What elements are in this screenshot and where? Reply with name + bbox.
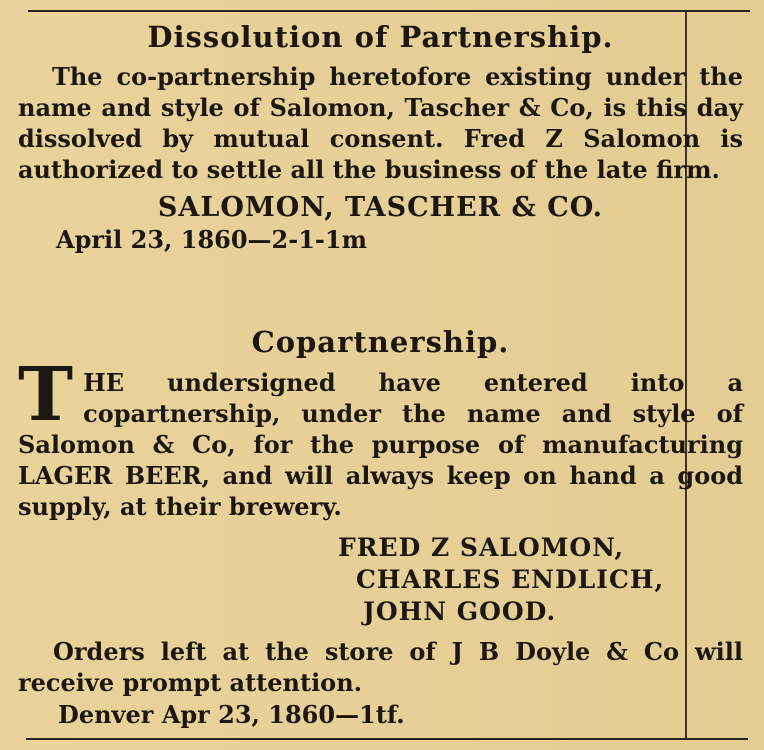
copartnership-heading: Copartnership. xyxy=(251,325,510,359)
signatory-charles-endlich: CHARLES ENDLICH, xyxy=(356,565,665,594)
copartnership-date: Denver Apr 23, 1860—1tf. xyxy=(58,700,405,729)
dissolution-heading: Dissolution of Partnership. xyxy=(147,20,614,54)
signatories-list xyxy=(18,532,743,628)
copartnership-notice xyxy=(18,325,743,730)
dissolution-body: The co-partnership heretofore existing under the name and style of Salomon, Tascher & Co, is this day dissolved by mutual consent. Fred Z Salomon is authorized to settle all the business of the late firm. xyxy=(18,62,743,184)
copartnership-body-text: HE undersigned have entered into a copartnership, under the name and style of Salomon & Co, for the purpose of manufacturing LAGER BEER, and will always keep on hand a good supply, at their brewery. xyxy=(18,368,743,521)
dissolution-date: April 23, 1860—2-1-1m xyxy=(56,225,367,254)
signatory-john-good: JOHN GOOD. xyxy=(363,597,557,626)
drop-cap-letter: T xyxy=(18,352,74,438)
orders-notice: Orders left at the store of J B Doyle & Co will receive prompt attention. xyxy=(18,637,743,697)
bottom-column-rule xyxy=(26,738,748,740)
signatory-fred-z-salomon: FRED Z SALOMON, xyxy=(338,533,625,562)
top-column-rule xyxy=(28,10,750,12)
firm-signature: SALOMON, TASCHER & CO. xyxy=(157,192,604,223)
copartnership-body xyxy=(18,352,743,522)
dissolution-notice xyxy=(18,20,743,255)
